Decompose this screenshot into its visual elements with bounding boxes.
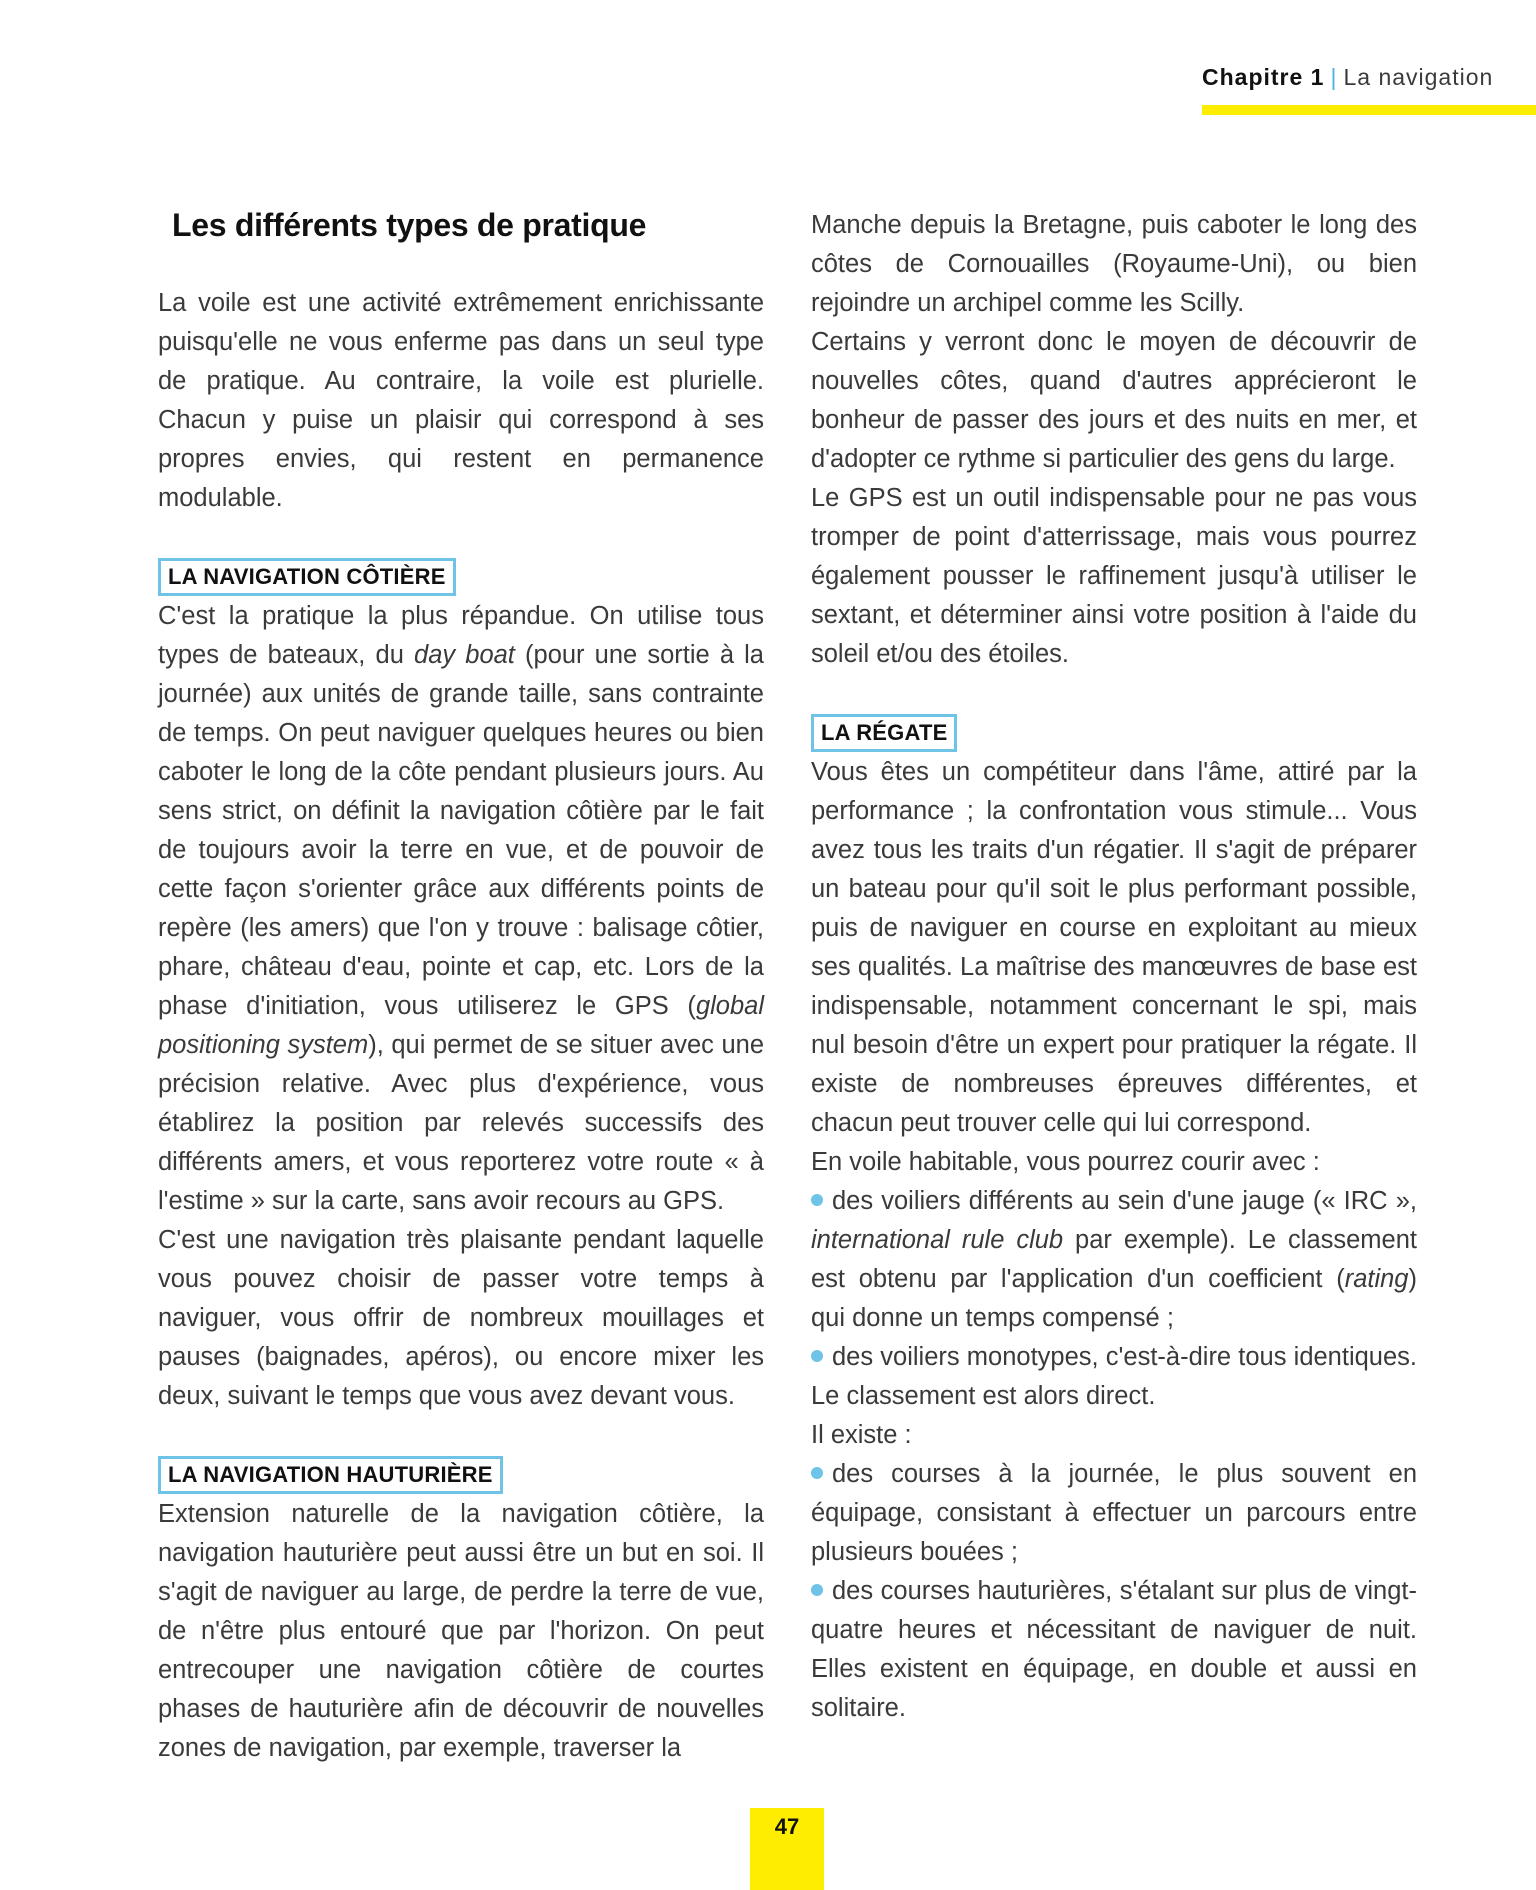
regate-bullet-4: des courses hauturières, s'étalant sur plus de vingt-quatre heures et nécessitant de naviguer de nuit. Elles existent en équipage, en double et aussi en solitaire. — [811, 1577, 1417, 1722]
subheading-cotiere: LA NAVIGATION CÔTIÈRE — [158, 558, 456, 596]
regate-paragraph-3: Il existe : — [811, 1421, 912, 1449]
bullet-icon — [811, 1467, 823, 1479]
cotiere-paragraph-2: C'est une navigation très plaisante pendant laquelle vous pouvez choisir de passer votre temps à naviguer, vous offrir de nombreux mouillages et pauses (baignades, apéros), ou encore mixer les deux, suivant le temps que vous avez devant vous. — [158, 1226, 764, 1410]
header-separator: | — [1330, 64, 1338, 90]
chapter-topic: La navigation — [1343, 64, 1494, 90]
bullet-icon — [811, 1350, 823, 1362]
subheading-hauturiere: LA NAVIGATION HAUTURIÈRE — [158, 1456, 503, 1494]
regate-paragraph-2: En voile habitable, vous pourrez courir avec : — [811, 1148, 1320, 1176]
intro-paragraph: La voile est une activité extrêmement enrichissante puisqu'elle ne vous enferme pas dans un seul type de pratique. Au contraire, la voile est plurielle. Chacun y puise un plaisir qui correspond à ses propres envies, qui restent en permanence modulable. — [158, 289, 764, 512]
cotiere-paragraph-1: C'est la pratique la plus répandue. On utilise tous types de bateaux, du day boat (pour une sortie à la journée) aux unités de grande taille, sans contrainte de temps. On peut naviguer quelques heures ou bien caboter le long de la côte pendant plusieurs jours. Au sens strict, on définit la navigation côtière par le fait de toujours avoir la terre en vue, et de pouvoir de cette façon s'orienter grâce aux différents points de repère (les amers) que l'on y trouve : balisage côtier, phare, château d'eau, pointe et cap, etc. Lors de la phase d'initiation, vous utiliserez le GPS (global positioning system), qui permet de se situer avec une précision relative. Avec plus d'expérience, vous établirez la position par relevés successifs des différents amers, et vous reporterez votre route « à l'estime » sur la carte, sans avoir recours au GPS. — [158, 602, 764, 1215]
left-column — [158, 205, 764, 1768]
header-accent-bar — [1202, 105, 1536, 115]
hauturiere-paragraph-2: Certains y verront donc le moyen de découvrir de nouvelles côtes, quand d'autres apprécieront le bonheur de passer des jours et des nuits en mer, et d'adopter ce rythme si particulier des gens du large. — [811, 328, 1417, 473]
regate-paragraph-1: Vous êtes un compétiteur dans l'âme, attiré par la performance ; la confrontation vous stimule... Vous avez tous les traits d'un régatier. Il s'agit de préparer un bateau pour qu'il soit le plus performant possible, puis de naviguer en course en exploitant au mieux ses qualités. La maîtrise des manœuvres de base est indispensable, notamment concernant le spi, mais nul besoin d'être un expert pour pratiquer la régate. Il existe de nombreuses épreuves différentes, et chacun peut trouver celle qui lui correspond. — [811, 758, 1417, 1137]
regate-bullet-3: des courses à la journée, le plus souvent en équipage, consistant à effectuer un parcours entre plusieurs bouées ; — [811, 1460, 1417, 1566]
page-number: 47 — [750, 1808, 824, 1890]
hauturiere-paragraph-3: Le GPS est un outil indispensable pour ne pas vous tromper de point d'atterrissage, mais vous pourrez également pousser le raffinement jusqu'à utiliser le sextant, et déterminer ainsi votre position à l'aide du soleil et/ou des étoiles. — [811, 484, 1417, 668]
chapter-label: Chapitre 1 — [1202, 64, 1325, 90]
regate-bullet-2: des voiliers monotypes, c'est-à-dire tous identiques. Le classement est alors direct. — [811, 1343, 1417, 1410]
bullet-icon — [811, 1584, 823, 1596]
section-title: Les différents types de pratique — [164, 205, 652, 245]
hauturiere-paragraph-1-start: Extension naturelle de la navigation côtière, la navigation hauturière peut aussi être un but en soi. Il s'agit de naviguer au large, de perdre la terre de vue, de n'être plus entouré que par l'horizon. On peut entrecouper une navigation côtière de courtes phases de hauturière afin de découvrir de nouvelles zones de navigation, par exemple, traverser la — [158, 1500, 764, 1762]
bullet-icon — [811, 1194, 823, 1206]
right-column — [811, 206, 1417, 1728]
running-header — [1202, 64, 1493, 91]
regate-bullet-1: des voiliers différents au sein d'une jauge (« IRC », international rule club par exemple). Le classement est obtenu par l'application d'un coefficient (rating) qui donne un temps compensé ; — [811, 1187, 1417, 1332]
subheading-regate: LA RÉGATE — [811, 714, 957, 752]
hauturiere-paragraph-1-end: Manche depuis la Bretagne, puis caboter le long des côtes de Cornouailles (Royaume-Uni), ou bien rejoindre un archipel comme les Scilly. — [811, 211, 1417, 317]
